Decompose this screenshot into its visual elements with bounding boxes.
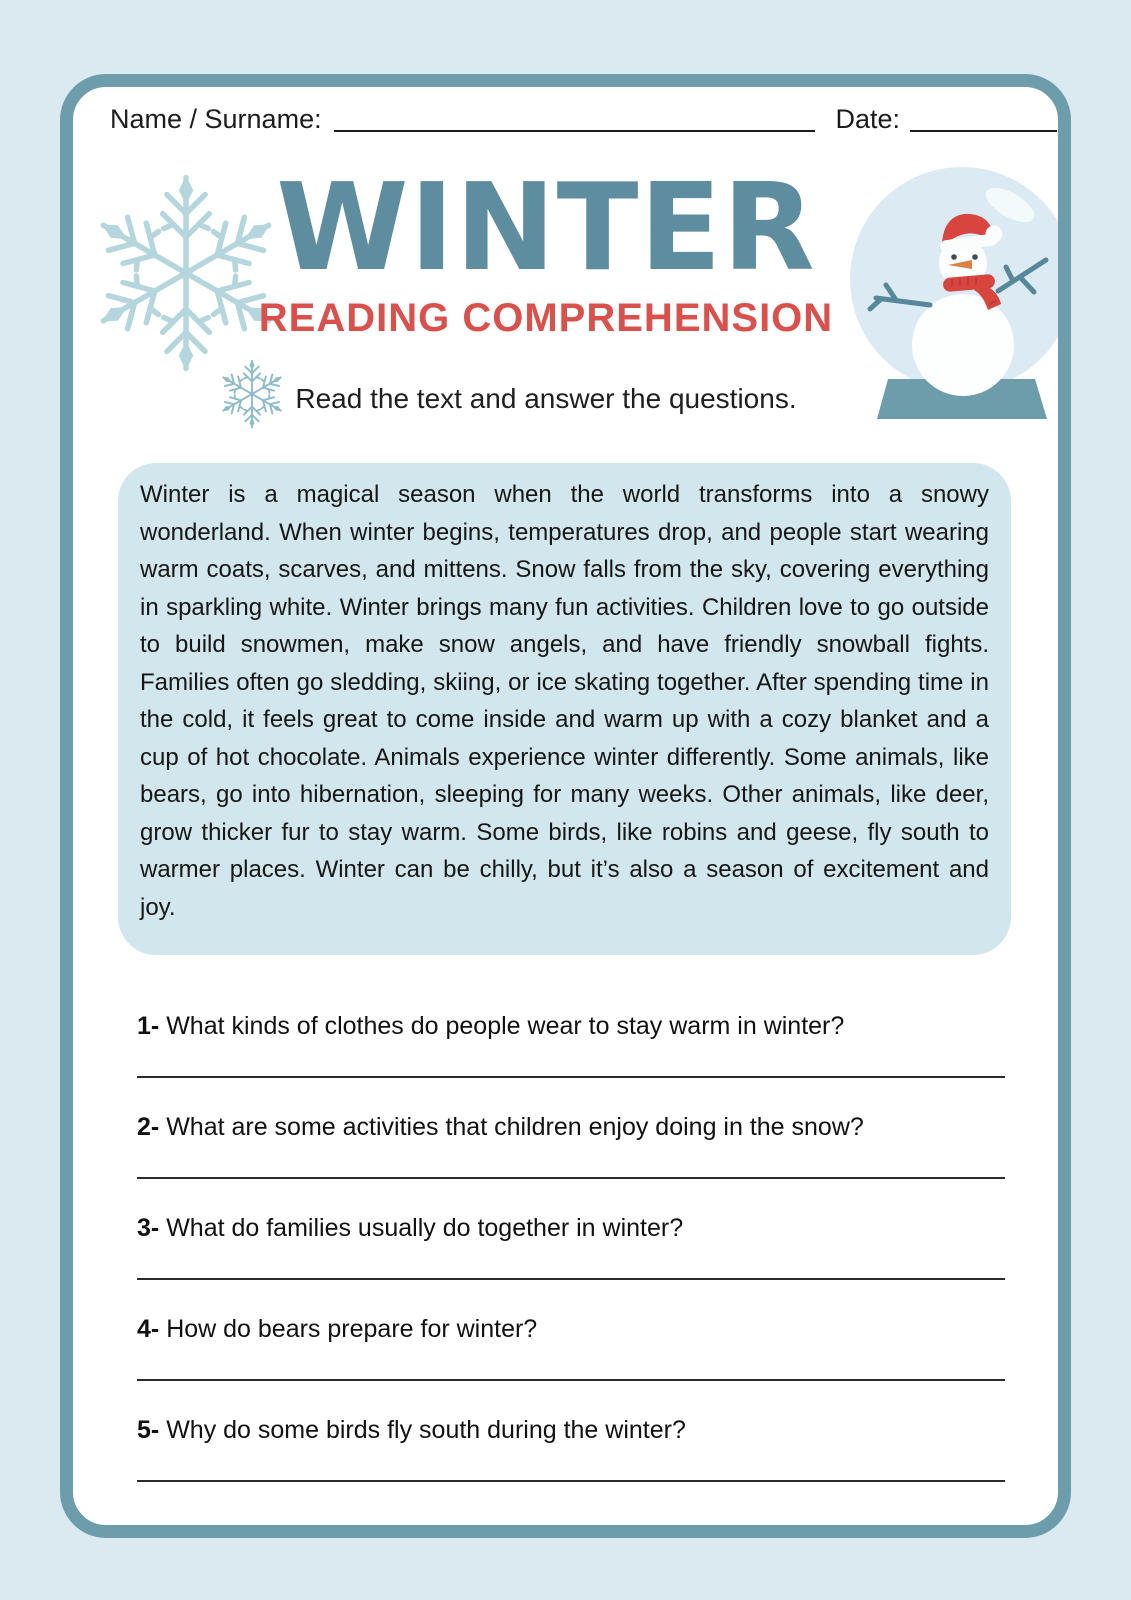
answer-blank-line [137,1378,1005,1381]
question-item [137,1213,1005,1280]
name-surname-label: Name / Surname: [110,104,322,134]
question-item [137,1415,1005,1482]
question-number: 3- [137,1214,160,1242]
question-item [137,1112,1005,1179]
date-label: Date: [835,104,900,134]
question-number: 2- [137,1113,160,1141]
question-text: What kinds of clothes do people wear to stay warm in winter? [166,1012,845,1040]
question-number: 1- [137,1012,160,1040]
question-text-line [137,1213,1005,1243]
question-text-line [137,1415,1005,1445]
page-subtitle: READING COMPREHENSION [258,296,834,340]
question-text: How do bears prepare for winter? [166,1315,538,1343]
question-text-line [137,1112,1005,1142]
page-title: WINTER [276,159,816,298]
answer-blank-line [137,1176,1005,1179]
question-text: Why do some birds fly south during the winter? [166,1416,686,1444]
title-block [226,159,866,416]
worksheet-card [60,74,1071,1538]
date-blank-line [910,129,1057,132]
question-text-line [137,1011,1005,1041]
passage-box [118,463,1011,955]
questions-list [137,1011,1005,1516]
passage-text: Winter is a magical season when the world transforms into a snowy wonderland. When winter begins, temperatures drop, and people start wearing warm coats, scarves, and mittens. Snow falls from the sky, covering everything in sparkling white. Winter brings many fun activities. Children love to go outside to build snowmen, make snow angels, and have friendly snowball fights. Families often go sledding, skiing, or ice skating together. After spending time in the cold, it feels great to come inside and warm up with a cozy blanket and a cup of hot chocolate. Animals experience winter differently. Some animals, like bears, go into hibernation, sleeping for many weeks. Other animals, like deer, grow thicker fur to stay warm. Some birds, like robins and geese, fly south to warmer places. Winter can be chilly, but it’s also a season of excitement and joy. [140,481,989,921]
question-item [137,1011,1005,1078]
question-number: 4- [137,1315,160,1343]
header-row [110,103,1057,137]
question-item [137,1314,1005,1381]
answer-blank-line [137,1277,1005,1280]
question-number: 5- [137,1416,160,1444]
question-text-line [137,1314,1005,1344]
instruction-text: Read the text and answer the questions. [295,383,797,414]
question-text: What are some activities that children enjoy doing in the snow? [166,1113,864,1141]
snow-globe-snowman-icon [848,163,1071,428]
name-blank-line [334,129,816,132]
answer-blank-line [137,1075,1005,1078]
answer-blank-line [137,1479,1005,1482]
question-text: What do families usually do together in winter? [166,1214,684,1242]
